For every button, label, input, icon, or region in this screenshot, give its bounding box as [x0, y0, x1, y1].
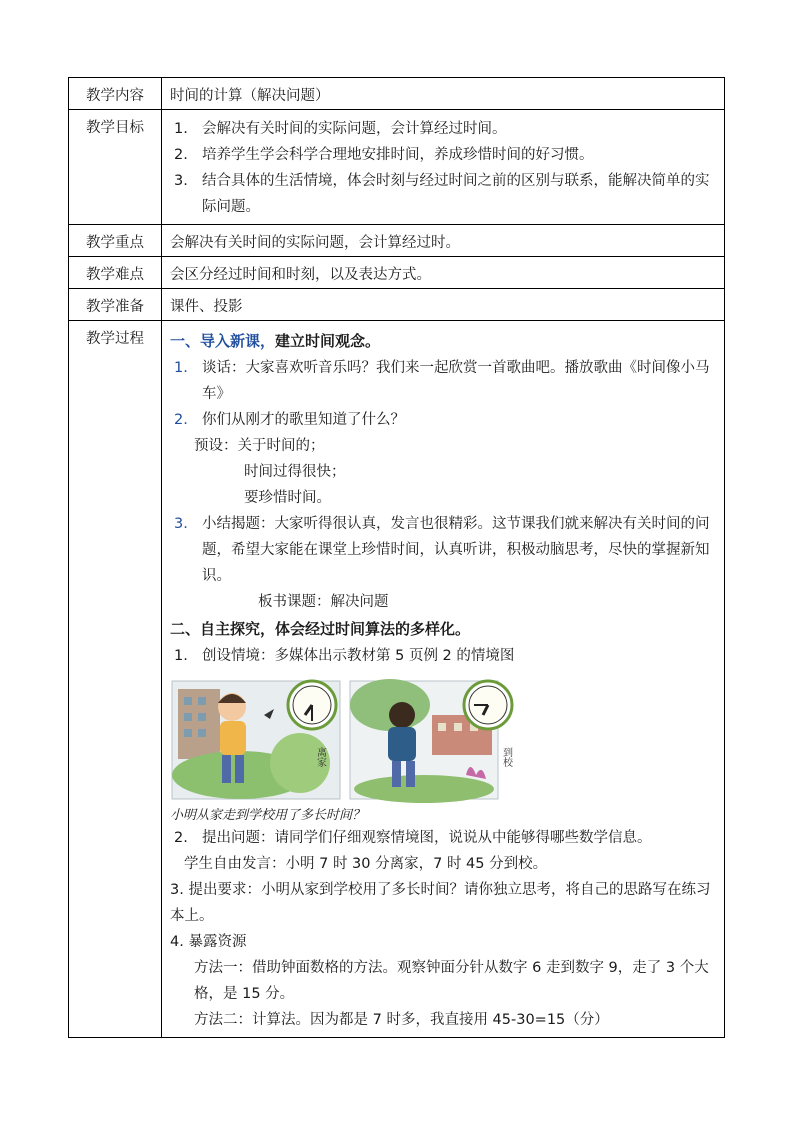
row-difficulty: [69, 257, 725, 289]
label-leave-home: 离家: [314, 747, 326, 767]
scene-caption: 小明从家走到学校用了多长时间？: [170, 808, 366, 823]
goal-item: [170, 142, 716, 168]
preset-line: 预设：关于时间的；: [194, 438, 325, 454]
process-item: 2. 你们从刚才的歌里知道了什么？: [174, 412, 405, 428]
process-item: 1. 谈话：大家喜欢听音乐吗？我们来一起欣赏一首歌曲吧。播放歌曲《时间像小马车》: [174, 360, 710, 402]
label-prep: 教学准备: [69, 289, 162, 321]
process-item: 2. 提出问题：请同学们仔细观察情境图，说说从中能够得哪些数学信息。: [174, 830, 652, 846]
board-title: 板书课题：解决问题: [258, 594, 389, 610]
goal-text: 结合具体的生活情境，体会时刻与经过时间之前的区别与联系，能解决简单的实际问题。: [202, 173, 710, 215]
process-item: 1. 创设情境：多媒体出示教材第 5 页例 2 的情境图: [174, 648, 515, 664]
process-item: 3. 小结揭题：大家听得很认真，发言也很精彩。这节课我们就来解决有关时间的问题，希望大家能在课堂上珍惜时间，认真听讲，积极动脑思考，尽快的掌握新知识。: [174, 516, 710, 584]
scene-illustration: [170, 675, 545, 823]
goal-item: [170, 116, 716, 142]
method-one: 方法一：借助钟面数格的方法。观察钟面分针从数字 6 走到数字 9，走了 3 个大格，是 15 分。: [194, 960, 709, 1002]
scene-svg: [170, 675, 545, 823]
clock-icon: [288, 681, 336, 729]
label-difficulty: 教学难点: [69, 257, 162, 289]
row-prep: [69, 289, 725, 321]
section2-heading: 二、自主探究，体会经过时间算法的多样化。: [170, 620, 471, 638]
label-key: 教学重点: [69, 225, 162, 257]
clock-icon: [464, 681, 512, 729]
goal-num: 2.: [174, 147, 188, 163]
value-content: 时间的计算（解决问题）: [162, 78, 725, 110]
goal-num: 1.: [174, 121, 188, 137]
row-content: [69, 78, 725, 110]
goal-text: 会解决有关时间的实际问题，会计算经过时间。: [202, 121, 507, 137]
preset-line: 时间过得很快；: [244, 464, 346, 480]
goal-item: [170, 168, 716, 220]
label-content: 教学内容: [69, 78, 162, 110]
value-goals: [162, 110, 725, 225]
label-arrive-school: 到校: [500, 747, 512, 767]
value-process: [162, 321, 725, 1038]
process-item: 3. 提出要求：小明从家到学校用了多长时间？请你独立思考，将自己的思路写在练习本上。: [170, 882, 711, 924]
goal-num: 3.: [174, 173, 188, 189]
value-prep: 课件、投影: [162, 289, 725, 321]
row-goals: [69, 110, 725, 225]
section1-heading: 一、导入新课，建立时间观念。: [170, 332, 381, 350]
value-key: 会解决有关时间的实际问题，会计算经过时。: [162, 225, 725, 257]
method-two: 方法二：计算法。因为都是 7 时多，我直接用 45-30=15（分）: [194, 1012, 609, 1028]
student-answer: 学生自由发言：小明 7 时 30 分离家，7 时 45 分到校。: [184, 856, 548, 872]
value-difficulty: 会区分经过时间和时刻，以及表达方式。: [162, 257, 725, 289]
label-process: 教学过程: [69, 321, 162, 1038]
row-key: [69, 225, 725, 257]
goal-text: 培养学生学会科学合理地安排时间，养成珍惜时间的好习惯。: [202, 147, 594, 163]
preset-line: 要珍惜时间。: [244, 490, 331, 506]
label-goals: 教学目标: [69, 110, 162, 225]
process-item: 4. 暴露资源: [170, 934, 247, 950]
row-process: [69, 321, 725, 1038]
lesson-plan-table: [68, 77, 725, 1038]
